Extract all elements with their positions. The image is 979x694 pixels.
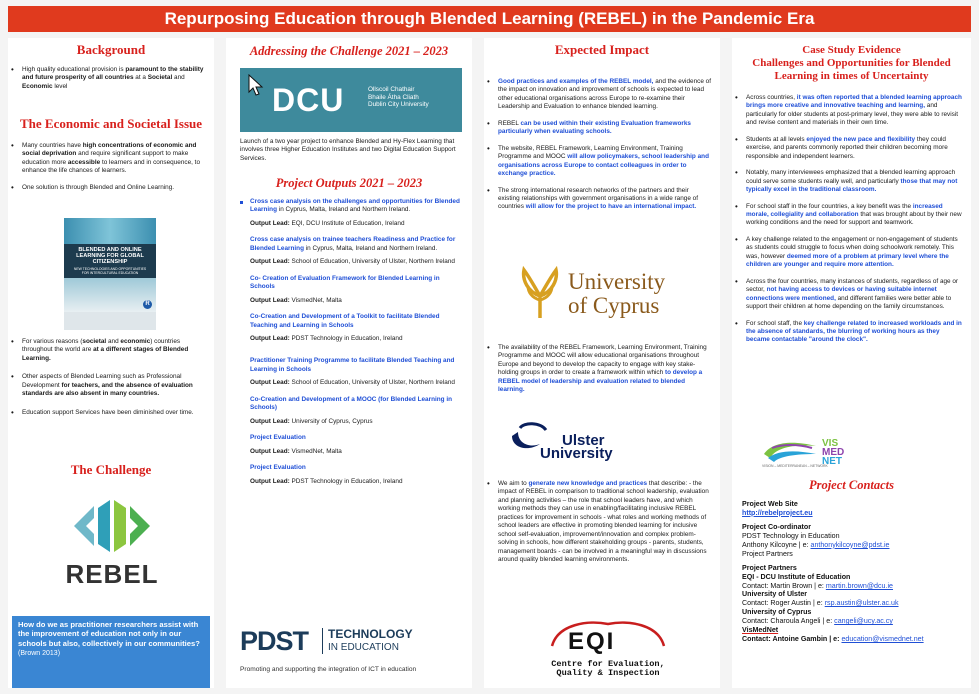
contact-name: Contact: Roger Austin | e:: [742, 599, 825, 608]
text: For school staff, the: [746, 319, 804, 327]
cyprus-logo: [518, 266, 708, 322]
output-item: [226, 396, 466, 426]
contact-name: Contact: Antoine Gambin | e:: [742, 635, 842, 644]
book-cover-lower: [64, 278, 156, 312]
output-title: Project Evaluation: [250, 464, 306, 472]
text-highlight: it was often reported that a blended learning approach brings more creative and innovative teaching and learning,: [746, 94, 962, 110]
text: Students at all levels: [746, 135, 807, 143]
vismednet-logo-part: VIS: [822, 438, 839, 449]
coordinator-email-link[interactable]: anthonykilcoyne@pdst.ie: [810, 540, 890, 549]
output-title: Practitioner Training Programme to facilitate Blended Teaching and Learning in Schools: [250, 357, 455, 373]
dcu-caption-line: Bhaile Átha Cliath: [368, 93, 419, 101]
outputs-section: [226, 176, 472, 191]
eqi-caption: [518, 660, 698, 679]
output-title: Cross case analysis on trainee teachers Readiness and Practice for Blended Learning: [250, 236, 456, 252]
contact-name: Contact: Martin Brown | e:: [742, 581, 826, 590]
output-lead: School of Education, University of Ulster, Northern Ireland: [291, 258, 455, 266]
output-lead: VismedNet, Malta: [291, 447, 342, 455]
challenge-section: [8, 462, 214, 478]
output-title: Co- Creation of Evaluation Framework for Blended Learning in Schools: [250, 274, 440, 291]
impact-bullet-5: [484, 344, 712, 395]
book-subtitle: NEW TECHNOLOGIES AND OPPORTUNITIES: [73, 267, 147, 271]
text-highlight: will allow policymakers, school leadership and organisations across Europe to contact colleagues in order to exchange practice.: [498, 153, 709, 178]
output-item: [226, 434, 466, 456]
partner-email-link[interactable]: rsp.austin@ulster.ac.uk: [824, 599, 899, 608]
impact-bullet-2: [484, 120, 712, 137]
output-lead-label: Output Lead:: [250, 334, 290, 342]
text: The strong international research networks of the partners and their existing relationships with government organisations in a wide range of countries: [498, 186, 698, 211]
website-row: [742, 509, 968, 518]
text: and: [106, 338, 121, 345]
output-lead: PDST Technology in Education, Ireland: [291, 477, 403, 485]
text-highlight: increased morale, collegiality and collaboration: [746, 202, 943, 218]
publisher-logo: R: [143, 300, 152, 309]
output-item: [226, 357, 466, 387]
rebel-logo: [42, 496, 182, 588]
output-lead: PDST Technology in Education, Ireland: [291, 334, 403, 342]
ulster-logo-line2: University: [540, 445, 613, 462]
issue-bullet-3: [8, 338, 208, 363]
output-item: [226, 313, 466, 343]
cyprus-logo-line2: of Cyprus: [568, 293, 660, 318]
evidence-subheading: Challenges and Opportunities for Blended Learning in times of Uncertainty: [752, 57, 951, 83]
partner-org: University of Ulster: [742, 590, 808, 599]
website-label: Project Web Site: [742, 500, 798, 508]
text-highlight: generate new knowledge and practices: [528, 480, 648, 487]
output-text: in Cyprus, Malta, Ireland and Northern Ireland.: [303, 244, 438, 252]
issue-bullet-1: [8, 142, 208, 176]
cyprus-emblem: [518, 266, 562, 320]
cursor-icon: [248, 74, 266, 96]
contacts-section: [732, 478, 971, 493]
text: A key challenge related to the engagement or non-engagement of students as students could struggle to focus when doing schoolwork remotely. This was, however: [746, 235, 958, 260]
issue-heading: The Economic and Societal Issue: [19, 116, 202, 131]
text: that describe: - the impact of REBEL in comparison to traditional school leadership, evaluation and planning activities – the role that school leaders have, and which working methods they can use in enabling/facilitating inclusive REBEL practices for improvement in schools - what roles and working methods of school leaders are effective in promoting blended learning for inclusive school self-evaluation, improvement/innovation and complex problem-solving in schools, how different stakeholding groups - parents, students, management boards - can be involved in a meaningful way in discussions around quality blended learning environments.: [498, 480, 709, 564]
poster-title: Repurposing Education through Blended Learning (REBEL) in the Pandemic Era: [8, 6, 971, 32]
text: that was brought about by their new working conditions and the need for support and teamwork.: [746, 210, 962, 227]
text-highlight: those that may not typically excel in the traditional classroom.: [746, 177, 958, 194]
impact-section: [484, 42, 720, 58]
dcu-logo-image: [240, 68, 462, 132]
evidence-bullet-4: [732, 203, 964, 228]
partners-label: Project Partners: [742, 563, 797, 572]
background-heading: Background: [76, 42, 146, 57]
vismednet-logo-part: MED: [822, 447, 845, 458]
text-bold: Economic: [22, 82, 53, 90]
text: Across countries,: [746, 94, 797, 101]
impact-bullet-6: [484, 480, 712, 565]
impact-heading: Expected Impact: [554, 42, 650, 57]
text-bold: economic: [120, 338, 151, 345]
text: ) countries throughout the world are: [22, 338, 181, 354]
column-evidence: [732, 38, 971, 688]
output-lead: EQI, DCU Institute of Education, Ireland: [291, 219, 405, 227]
issue-bullets: [8, 142, 208, 192]
column-impact: [484, 38, 720, 688]
evidence-section: [732, 44, 971, 83]
output-lead-label: Output Lead:: [250, 477, 290, 485]
evidence-bullet-3: [732, 169, 964, 194]
text: they could exercise, and parents commonly reported their children becoming more responsible and independent learners.: [746, 135, 948, 160]
text: and require significant support to make education more: [22, 150, 189, 166]
partner-email-link[interactable]: education@vismednet.net: [841, 635, 924, 644]
text: High quality educational provision is: [22, 66, 126, 73]
text-bold: high concentrations of economic and social deprivation: [22, 142, 197, 158]
output-item: [226, 275, 466, 305]
text-highlight: key challenge related to increased workloads and in the absence of standards, the blurring of working hours as they became contactable "around the clock".: [746, 319, 962, 344]
coordinator-label: Project Co-ordinator: [742, 522, 811, 531]
output-title: Co-Creation and Development of a MOOC (for Blended Learning in Schools): [250, 395, 453, 412]
text: to learners and in consequence, to enhance the life chances of learners.: [22, 158, 201, 175]
output-lead-label: Output Lead:: [250, 417, 290, 425]
cyprus-logo-line1: University: [568, 269, 666, 294]
eqi-caption-line: Quality & Inspection: [556, 668, 660, 679]
contact-name: Anthony Kilcoyne | e:: [742, 540, 811, 549]
book-cover-art: [64, 218, 156, 244]
text: Across the four countries, many instances of students, regardless of age or sector,: [746, 277, 959, 294]
outputs-list: [226, 198, 466, 486]
issue-bullet-5: • Education support Services have been diminished over time.: [8, 409, 208, 417]
text-highlight: can be used within their existing Evaluation frameworks particularly when evaluating schools.: [498, 119, 691, 136]
partner-contact: [742, 635, 968, 644]
ulster-logo: [510, 422, 680, 470]
output-title: Co-Creation and Development of a Toolkit to facilitate Blended Teaching and Learning in Schools: [250, 313, 440, 329]
text: Notably, many interviewees emphasized that a blended learning approach could serve some students really well, and particularly: [746, 169, 956, 185]
partner-org: EQI - DCU Institute of Education: [742, 572, 851, 581]
issue-bullet-4: [8, 373, 208, 398]
bullet-square-icon: [240, 201, 243, 204]
pdst-divider: [322, 628, 323, 654]
text-highlight: to develop a REBEL model of leadership and evaluation related to blended learning.: [498, 369, 703, 394]
text: and particularly for older students at post-primary level, they were able to revisit and revise content and materials in their own time.: [746, 102, 959, 127]
text: and the evidence of the impact on innovation and improvement of schools is expected to lead other educational organisations across Europe to re-examine their Leadership and Evaluation to enhance blended learning.: [498, 78, 711, 111]
dcu-logo-caption: [368, 86, 429, 109]
dcu-logo-text: DCU: [272, 82, 345, 118]
column-outputs: [226, 38, 472, 688]
output-lead: University of Cyprus, Cyprus: [291, 417, 373, 425]
eqi-caption-line: Centre for Evaluation,: [551, 659, 665, 669]
output-lead-label: Output Lead:: [250, 258, 290, 266]
text: Many countries have: [22, 142, 83, 149]
text-highlight: enjoyed the new pace and flexibility: [806, 135, 916, 143]
partner-contact: [742, 617, 968, 626]
output-text: in Cyprus, Malta, Ireland and Northern Ireland.: [277, 206, 411, 214]
impact-bullets-1: [484, 78, 712, 212]
addressing-section: [226, 44, 472, 59]
vismednet-logo: [762, 438, 942, 468]
vismednet-logo-part: NET: [822, 456, 842, 467]
column-background: [8, 38, 214, 688]
vismednet-tagline: VISION – MEDITERRANEAN – NETWORK: [762, 464, 828, 468]
text-bold: at a different stages of Blended Learning.: [22, 346, 189, 362]
rebel-logo-mark: [42, 496, 182, 556]
book-subtitle: FOR INTERCULTURAL EDUCATION: [81, 271, 139, 275]
text-highlight: not having access to devices or having suitable internet connections were mentioned,: [746, 286, 937, 302]
book-title-line: BLENDED AND ONLINE: [78, 247, 142, 253]
partner-contact: [742, 599, 968, 608]
impact-bullet-1: [484, 78, 712, 112]
rebel-logo-text: REBEL: [65, 559, 159, 588]
launch-text: Launch of a two year project to enhance Blended and Hy-Flex Learning that involves three Higher Education Institutes and two Digital Education Support Services.: [240, 138, 456, 162]
output-title: Project Evaluation: [250, 434, 306, 442]
book-title: [64, 244, 156, 278]
pdst-logo-edu: IN EDUCATION: [328, 642, 399, 653]
output-item: [226, 236, 466, 266]
text-highlight: will allow for the project to have an international impact.: [525, 203, 697, 211]
output-lead-label: Output Lead:: [250, 447, 290, 455]
impact-bullets-2: [484, 344, 712, 395]
partner-email-link[interactable]: cangeli@ucy.ac.cy: [834, 617, 893, 626]
text: We aim to: [498, 480, 529, 487]
book-title-line: LEARNING FOR GLOBAL: [76, 253, 144, 259]
output-lead-label: Output Lead:: [250, 219, 290, 227]
text-highlight: Good practices and examples of the REBEL model,: [498, 78, 654, 85]
impact-bullets-3: [484, 480, 712, 565]
eqi-logo: [518, 618, 698, 688]
partners-label-small: Project Partners: [742, 549, 793, 558]
quote-citation: (Brown 2013): [18, 649, 61, 657]
addressing-heading: Addressing the Challenge 2021 – 2023: [249, 44, 449, 58]
partner-email-link[interactable]: martin.brown@dcu.ie: [825, 581, 893, 590]
output-item: [226, 464, 466, 486]
output-lead-label: Output Lead:: [250, 296, 290, 304]
contact-name: Contact: Charoula Angeli | e:: [742, 617, 835, 626]
contacts-list: [742, 500, 968, 644]
evidence-heading: Case Study Evidence: [802, 44, 901, 56]
text: The website, REBEL Framework, Learning Environment, Training Programme and MOOC: [498, 144, 683, 161]
pdst-logo-tech: TECHNOLOGY: [328, 627, 413, 641]
ulster-logo-line1: Ulster: [562, 432, 605, 449]
output-item: [226, 198, 466, 228]
evidence-bullet-7: [732, 320, 964, 345]
background-bullet: [8, 66, 208, 91]
impact-bullet-4: [484, 187, 712, 212]
text: at a: [133, 74, 148, 82]
text: The availability of the REBEL Framework, Learning Environment, Training Programme and MOOC will allow educational organisations throughout Europe and beyond to develop the capacity to engage with key stake-holding groups in order to create a framework within which: [498, 344, 707, 377]
pdst-tagline: Promoting and supporting the integration of ICT in education: [240, 666, 417, 673]
text: level: [52, 82, 68, 90]
book-title-line: CITIZENSHIP: [92, 259, 128, 265]
text-bold: accessible: [67, 158, 101, 166]
book-cover-image: [64, 218, 156, 330]
background-section: [8, 42, 214, 58]
research-quote-box: [12, 616, 210, 688]
issue-bullets-2: [8, 338, 208, 417]
contacts-heading: Project Contacts: [808, 478, 895, 492]
outputs-heading: Project Outputs 2021 – 2023: [275, 176, 423, 190]
evidence-bullets: [732, 94, 964, 345]
pdst-logo-text: PDST: [240, 626, 309, 656]
text: Other aspects of Blended Learning such as Professional Development: [22, 373, 182, 389]
text: For school staff in the four countries, a key benefit was the: [746, 202, 913, 210]
output-lead: VismedNet, Malta: [291, 296, 342, 304]
pdst-logo: [240, 624, 466, 684]
evidence-bullet-6: [732, 278, 964, 312]
text-highlight: deemed more of a problem at primary level where the children are younger and require more attention.: [746, 252, 949, 269]
evidence-bullet-5: [732, 236, 964, 270]
output-lead-label: Output Lead:: [250, 379, 290, 387]
output-lead: School of Education, University of Ulster, Northern Ireland: [291, 379, 455, 387]
impact-bullet-3: [484, 145, 712, 179]
text-bold: for teachers, and the absence of evaluation standards are also absent in many countries.: [22, 381, 193, 398]
dcu-caption-line: Dublin City University: [368, 101, 429, 109]
challenge-heading: The Challenge: [70, 462, 152, 477]
coordinator-org: PDST Technology in Education: [742, 531, 840, 540]
issue-bullet-2: • One solution is through Blended and Online Learning.: [8, 184, 208, 192]
eqi-logo-text: EQI: [568, 628, 616, 655]
text: For various reasons (: [22, 338, 83, 345]
text-bold: societal: [82, 338, 107, 345]
text: REBEL: [498, 119, 521, 127]
evidence-bullet-2: [732, 136, 964, 161]
partner-contact: [742, 582, 968, 591]
partner-org: University of Cyprus: [742, 608, 812, 617]
evidence-bullet-1: [732, 94, 964, 128]
issue-section: [8, 116, 214, 132]
text-bold: paramount to the stability and future prosperity of all countries: [22, 66, 204, 82]
coordinator-contact: [742, 541, 968, 550]
dcu-caption-line: Ollscoil Chathair: [368, 86, 415, 93]
text-bold: Societal: [147, 74, 173, 82]
vismednet-emblem: [762, 438, 818, 464]
text: and different families were better able to support their children at home depending on the family circumstances.: [746, 294, 952, 311]
text: and: [172, 74, 185, 82]
vismednet-logo-text: [822, 439, 844, 466]
output-title: Cross case analysis on the challenges and opportunities for Blended Learning: [250, 198, 460, 214]
research-quote: How do we as practitioner researchers assist with the improvement of education not only in our schools but also, collectively in our communities?: [18, 620, 200, 648]
website-link[interactable]: http://rebelproject.eu: [742, 508, 813, 517]
partner-org: VisMedNet: [742, 626, 779, 635]
